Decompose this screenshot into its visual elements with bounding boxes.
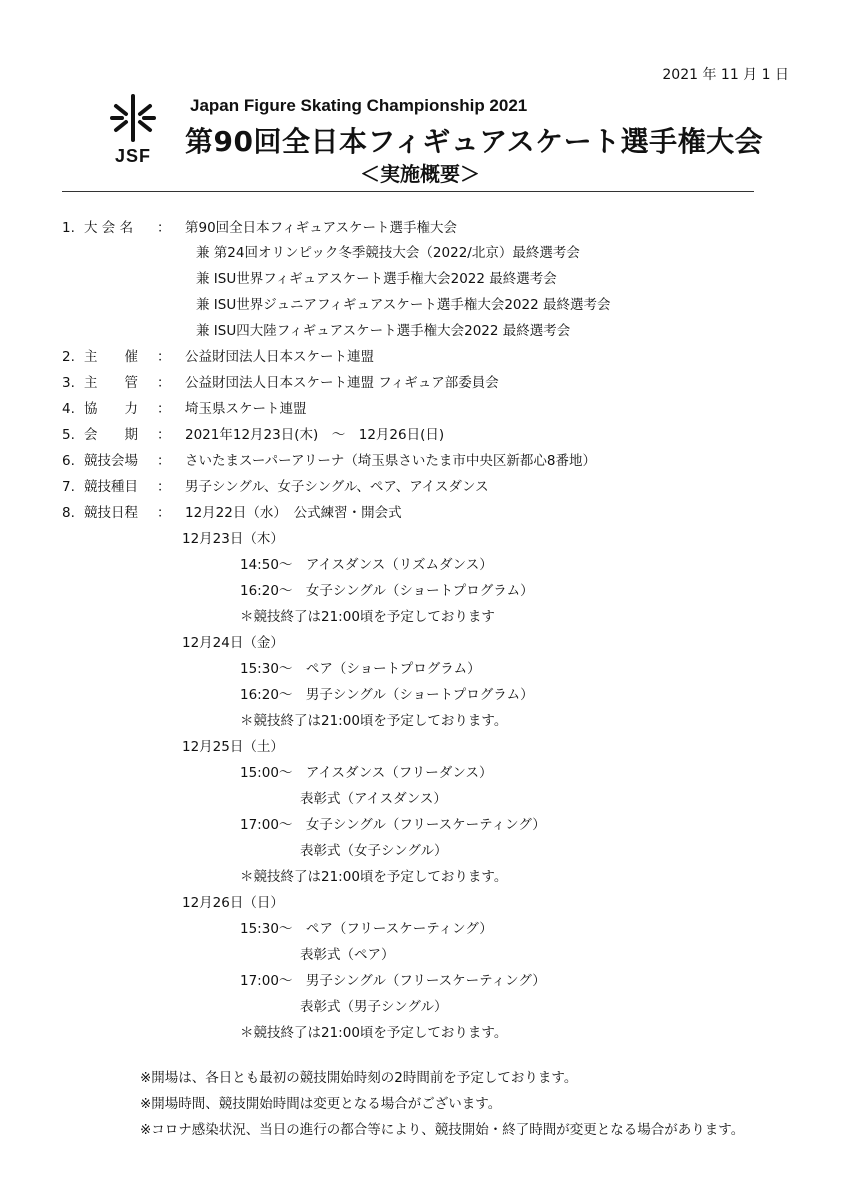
item-colon: ：	[157, 505, 171, 521]
schedule-ceremony: 表彰式（アイスダンス）	[300, 791, 447, 807]
subtitle: ＜実施概要＞	[360, 162, 480, 186]
schedule-entry: 15:30～ ペア（フリースケーティング）	[240, 921, 493, 937]
item-value: 公益財団法人日本スケート連盟 フィギュア部委員会	[185, 375, 499, 391]
item-value: 男子シングル、女子シングル、ペア、アイスダンス	[185, 479, 489, 495]
schedule-entry: 14:50～ アイスダンス（リズムダンス）	[240, 557, 493, 573]
item-colon: ：	[157, 401, 171, 417]
snowflake-logo-icon	[108, 92, 158, 144]
item-label: 主 管	[84, 375, 138, 391]
schedule-note: ＊競技終了は21:00頃を予定しております	[240, 609, 495, 625]
item-value: 公益財団法人日本スケート連盟	[185, 349, 374, 365]
item-number: 2.	[62, 349, 75, 365]
item-label: 競技会場	[84, 453, 138, 469]
item-label: 主 催	[84, 349, 138, 365]
item-number: 4.	[62, 401, 75, 417]
schedule-entry: 15:00～ アイスダンス（フリーダンス）	[240, 765, 493, 781]
footnote: ※コロナ感染状況、当日の進行の都合等により、競技開始・終了時間が変更となる場合があります。	[140, 1122, 745, 1138]
item-colon: ：	[157, 349, 171, 365]
item-colon: ：	[157, 479, 171, 495]
title-japanese: 第90回全日本フィギュアスケート選手権大会	[185, 125, 764, 158]
item-label: 競技日程	[84, 505, 138, 521]
footnote: ※開場は、各日とも最初の競技開始時刻の2時間前を予定しております。	[140, 1070, 578, 1086]
item-label: 大 会 名	[84, 220, 134, 236]
item-value: 12月22日（水） 公式練習・開会式	[185, 505, 402, 521]
item-colon: ：	[157, 220, 171, 236]
item-label: 競技種目	[84, 479, 138, 495]
item-value: 2021年12月23日(木) ～ 12月26日(日)	[185, 427, 445, 443]
schedule-ceremony: 表彰式（ペア）	[300, 947, 395, 963]
also-line-4: 兼 ISU四大陸フィギュアスケート選手権大会2022 最終選考会	[196, 323, 571, 339]
item-number: 3.	[62, 375, 75, 391]
item-colon: ：	[157, 427, 171, 443]
logo-text: JSF	[114, 146, 151, 166]
also-line-2: 兼 ISU世界フィギュアスケート選手権大会2022 最終選考会	[196, 271, 557, 287]
schedule-entry: 17:00～ 男子シングル（フリースケーティング）	[240, 973, 546, 989]
footnote: ※開場時間、競技開始時間は変更となる場合がございます。	[140, 1096, 502, 1112]
schedule-entry: 16:20～ 男子シングル（ショートプログラム）	[240, 687, 534, 703]
item-label: 協 力	[84, 401, 138, 417]
schedule-day-24: 12月24日（金）	[182, 635, 284, 651]
schedule-day-25: 12月25日（土）	[182, 739, 284, 755]
also-line-3: 兼 ISU世界ジュニアフィギュアスケート選手権大会2022 最終選考会	[196, 297, 611, 313]
jsf-logo	[108, 92, 158, 172]
schedule-note: ＊競技終了は21:00頃を予定しております。	[240, 1025, 508, 1041]
item-number: 7.	[62, 479, 75, 495]
item-number: 1.	[62, 220, 75, 236]
item-label: 会 期	[84, 427, 138, 443]
item-colon: ：	[157, 453, 171, 469]
schedule-entry: 17:00～ 女子シングル（フリースケーティング）	[240, 817, 546, 833]
schedule-day-26: 12月26日（日）	[182, 895, 284, 911]
item-value: 埼玉県スケート連盟	[185, 401, 307, 417]
item-colon: ：	[157, 375, 171, 391]
item-value: 第90回全日本フィギュアスケート選手権大会	[185, 220, 458, 236]
schedule-ceremony: 表彰式（女子シングル）	[300, 843, 448, 859]
also-line-1: 兼 第24回オリンピック冬季競技大会（2022/北京）最終選考会	[196, 245, 580, 261]
item-value: さいたまスーパーアリーナ（埼玉県さいたま市中央区新都心8番地）	[185, 453, 597, 469]
schedule-entry: 15:30～ ペア（ショートプログラム）	[240, 661, 481, 677]
title-english: Japan Figure Skating Championship 2021	[190, 96, 528, 115]
issue-date: 2021 年 11 月 1 日	[662, 67, 789, 83]
item-number: 8.	[62, 505, 75, 521]
schedule-note: ＊競技終了は21:00頃を予定しております。	[240, 713, 508, 729]
item-number: 5.	[62, 427, 75, 443]
item-number: 6.	[62, 453, 75, 469]
schedule-day-23: 12月23日（木）	[182, 531, 284, 547]
schedule-entry: 16:20～ 女子シングル（ショートプログラム）	[240, 583, 534, 599]
header-divider	[62, 191, 754, 192]
schedule-ceremony: 表彰式（男子シングル）	[300, 999, 448, 1015]
schedule-note: ＊競技終了は21:00頃を予定しております。	[240, 869, 508, 885]
